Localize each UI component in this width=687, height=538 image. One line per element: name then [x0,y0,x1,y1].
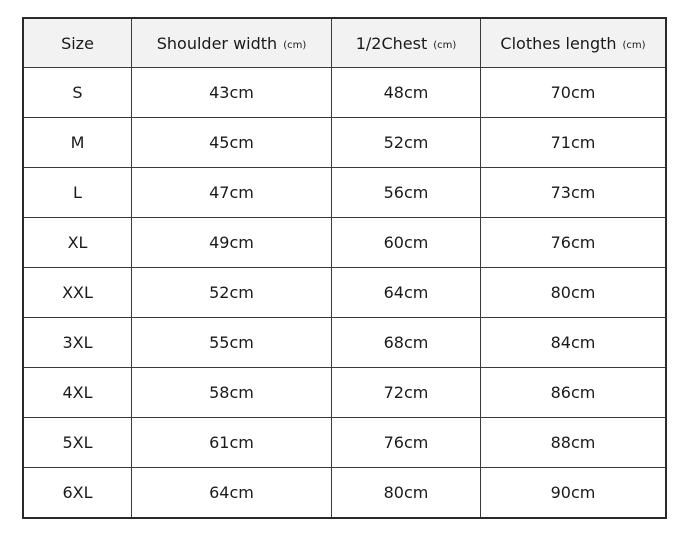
cell-size: 3XL [23,318,132,368]
cell-clothes-length: 70cm [481,68,667,118]
header-shoulder-width [132,18,332,68]
cell-shoulder-width: 52cm [132,268,332,318]
table-row [23,318,666,368]
header-size-label: Size [61,33,94,53]
header-half-chest-label: 1/2Chest [355,33,428,53]
table-header [23,18,666,68]
cell-clothes-length: 71cm [481,118,667,168]
cell-size: M [23,118,132,168]
cell-size: XXL [23,268,132,318]
table-row [23,418,666,468]
cell-shoulder-width: 45cm [132,118,332,168]
cell-half-chest: 48cm [332,68,481,118]
cell-clothes-length: 88cm [481,418,667,468]
cell-clothes-length: 80cm [481,268,667,318]
table-row [23,218,666,268]
header-size [23,18,132,68]
cell-clothes-length: 76cm [481,218,667,268]
cell-clothes-length: 90cm [481,468,667,519]
cell-half-chest: 60cm [332,218,481,268]
table-row [23,118,666,168]
cell-shoulder-width: 49cm [132,218,332,268]
cell-shoulder-width: 64cm [132,468,332,519]
cell-size: 5XL [23,418,132,468]
table-body [23,68,666,519]
size-chart-table [22,17,667,519]
cell-half-chest: 64cm [332,268,481,318]
cell-shoulder-width: 47cm [132,168,332,218]
table-row [23,168,666,218]
cell-half-chest: 76cm [332,418,481,468]
cell-size: 6XL [23,468,132,519]
table-row [23,68,666,118]
cell-shoulder-width: 61cm [132,418,332,468]
header-clothes-length [481,18,667,68]
cell-half-chest: 68cm [332,318,481,368]
cell-shoulder-width: 43cm [132,68,332,118]
table-row [23,268,666,318]
header-clothes-length-unit: (cm) [622,39,646,51]
cell-clothes-length: 73cm [481,168,667,218]
table-row [23,468,666,519]
cell-size: S [23,68,132,118]
cell-half-chest: 80cm [332,468,481,519]
cell-size: L [23,168,132,218]
cell-clothes-length: 86cm [481,368,667,418]
header-row [23,18,666,68]
header-shoulder-width-unit: (cm) [283,39,307,51]
cell-half-chest: 56cm [332,168,481,218]
table-row [23,368,666,418]
cell-clothes-length: 84cm [481,318,667,368]
header-clothes-length-label: Clothes length [500,33,617,53]
header-half-chest-unit: (cm) [433,39,457,51]
cell-half-chest: 52cm [332,118,481,168]
cell-size: XL [23,218,132,268]
cell-size: 4XL [23,368,132,418]
header-shoulder-width-label: Shoulder width [156,33,278,53]
header-half-chest [332,18,481,68]
cell-shoulder-width: 58cm [132,368,332,418]
cell-half-chest: 72cm [332,368,481,418]
cell-shoulder-width: 55cm [132,318,332,368]
